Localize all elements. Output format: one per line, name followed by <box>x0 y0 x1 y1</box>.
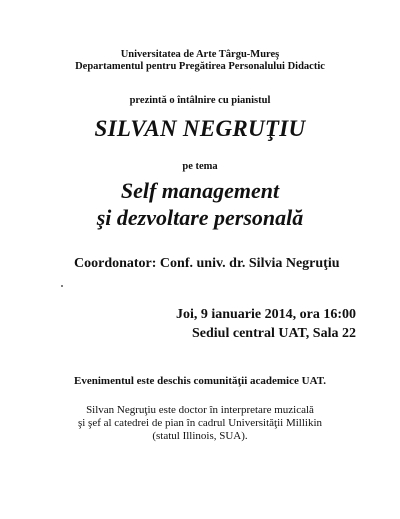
coordinator-line: Coordonator: Conf. univ. dr. Silvia Negruţiu <box>74 256 340 271</box>
bio-line-2: şi şef al catedrei de pian în cadrul Universităţii Millikin <box>77 417 323 429</box>
university-name: Universitatea de Arte Târgu-Mureş <box>120 49 280 60</box>
event-date-time: Joi, 9 ianuarie 2014, ora 16:00 <box>175 307 356 322</box>
speaker-name: SILVAN NEGRUŢIU <box>94 116 306 141</box>
on-the-topic-line: pe tema <box>182 161 218 172</box>
audience-note: Evenimentul este deschis comunităţii academice UAT. <box>74 375 326 387</box>
bio-line-3: (statul Illinois, SUA). <box>152 430 248 442</box>
scan-speck <box>61 285 63 287</box>
topic-title-line-1: Self management <box>120 178 280 203</box>
topic-title-line-2: şi dezvoltare personală <box>96 205 304 230</box>
presents-line: prezintă o întâlnire cu pianistul <box>129 95 271 106</box>
event-venue: Sediul central UAT, Sala 22 <box>192 326 356 341</box>
department-name: Departamentul pentru Pregătirea Personalului Didactic <box>75 61 325 72</box>
bio-line-1: Silvan Negruţiu este doctor în interpretare muzicală <box>86 404 314 416</box>
